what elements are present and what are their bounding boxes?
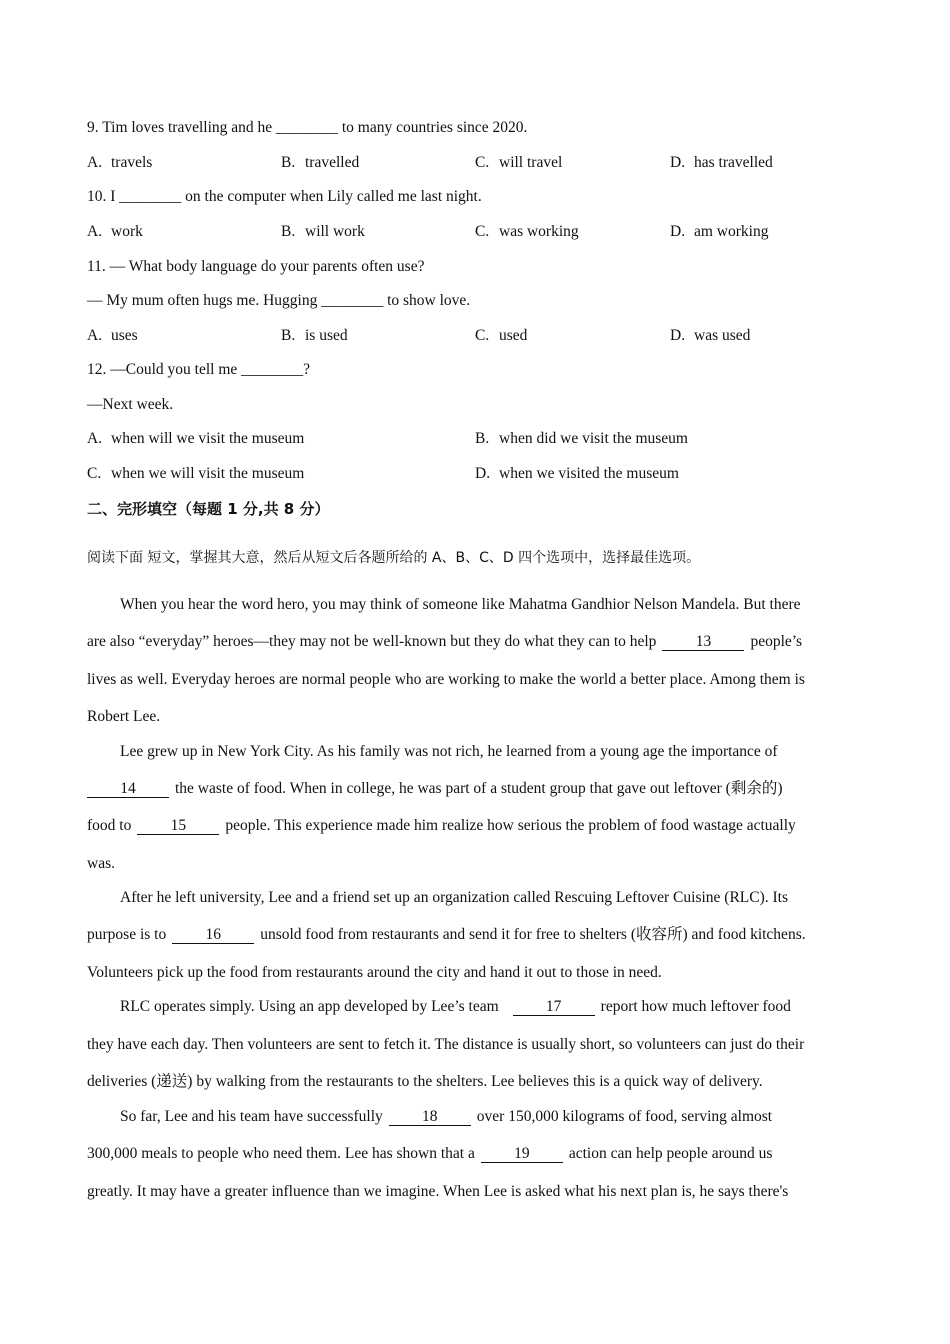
q10-option-c: C. was working (475, 223, 579, 240)
passage-p3-line2: purpose is to 16 unsold food from restaurants and send it for free to shelters (收容所) and food kitchens. (87, 926, 806, 943)
q11-option-b: B. is used (281, 327, 348, 344)
q9-option-d: D. has travelled (670, 154, 773, 171)
q11-option-d: D. was used (670, 327, 751, 344)
question-12-response: —Next week. (87, 396, 174, 413)
passage-p4-line1: RLC operates simply. Using an app developed by Lee’s team 17 report how much leftover food (120, 998, 791, 1015)
passage-p2-line1: Lee grew up in New York City. As his family was not rich, he learned from a young age the importance of (120, 743, 778, 760)
question-12-stem: 12. —Could you tell me ________? (87, 361, 311, 378)
passage-p4-line3: deliveries (递送) by walking from the restaurants to the shelters. Lee believes this is a quick way of delivery. (87, 1073, 763, 1090)
q9-option-a: A. travels (87, 154, 153, 171)
passage-p1-line4: Robert Lee. (87, 708, 161, 725)
question-11-response: — My mum often hugs me. Hugging ________ to show love. (87, 292, 471, 309)
q12-option-c: C. when we will visit the museum (87, 465, 305, 482)
q9-option-c: C. will travel (475, 154, 563, 171)
passage-p1-line3: lives as well. Everyday heroes are normal people who are working to make the world a better place. Among them is (87, 671, 805, 688)
passage-p2-line2: 14 the waste of food. When in college, he was part of a student group that gave out leftover (剩余的) (87, 779, 865, 799)
section-heading: 二、完形填空（每题 1 分,共 8 分） (87, 500, 330, 518)
q11-option-a: A. uses (87, 327, 138, 344)
q12-option-a: A. when will we visit the museum (87, 430, 305, 447)
q12-option-b: B. when did we visit the museum (475, 430, 688, 447)
q12-option-d: D. when we visited the museum (475, 465, 679, 482)
blank-14[interactable]: 14 (87, 781, 169, 798)
blank-15[interactable]: 15 (137, 818, 219, 835)
question-9-stem: 9. Tim loves travelling and he ________ to many countries since 2020. (87, 119, 528, 136)
passage-p5-line1: So far, Lee and his team have successfully 18 over 150,000 kilograms of food, serving almost (120, 1108, 773, 1125)
q10-option-d: D. am working (670, 223, 769, 240)
question-11-stem: 11. — What body language do your parents often use? (87, 258, 425, 275)
blank-16[interactable]: 16 (172, 927, 254, 944)
blank-17[interactable]: 17 (513, 999, 595, 1016)
passage-p3-line3: Volunteers pick up the food from restaurants around the city and hand it out to those in need. (87, 964, 662, 981)
section-instruction: 阅读下面 短文，掌握其大意，然后从短文后各题所给的 A、B、C、D 四个选项中，选择最佳选项。 (87, 550, 701, 566)
passage-p1-line1: When you hear the word hero, you may think of someone like Mahatma Gandhior Nelson Mandela. But there (120, 596, 801, 613)
q11-option-c: C. used (475, 327, 528, 344)
passage-p5-line2: 300,000 meals to people who need them. Lee has shown that a 19 action can help people around us (87, 1145, 773, 1162)
blank-13[interactable]: 13 (662, 634, 744, 651)
q10-option-b: B. will work (281, 223, 365, 240)
question-10-stem: 10. I ________ on the computer when Lily called me last night. (87, 188, 482, 205)
passage-p3-line1: After he left university, Lee and a friend set up an organization called Rescuing Leftover Cuisine (RLC). Its (120, 889, 789, 906)
q10-option-a: A. work (87, 223, 143, 240)
passage-p5-line3: greatly. It may have a greater influence than we imagine. When Lee is asked what his next plan is, he says there's (87, 1183, 789, 1200)
blank-18[interactable]: 18 (389, 1109, 471, 1126)
blank-19[interactable]: 19 (481, 1146, 563, 1163)
q9-option-b: B. travelled (281, 154, 360, 171)
passage-p1-line2: are also “everyday” heroes—they may not be well-known but they do what they can to help 13 people’s (87, 633, 803, 650)
passage-p2-line3: food to 15 people. This experience made him realize how serious the problem of food wastage actually (87, 817, 796, 834)
passage-p2-line4: was. (87, 855, 115, 872)
passage-p4-line2: they have each day. Then volunteers are sent to fetch it. The distance is usually short, so volunteers can just do their (87, 1036, 805, 1053)
